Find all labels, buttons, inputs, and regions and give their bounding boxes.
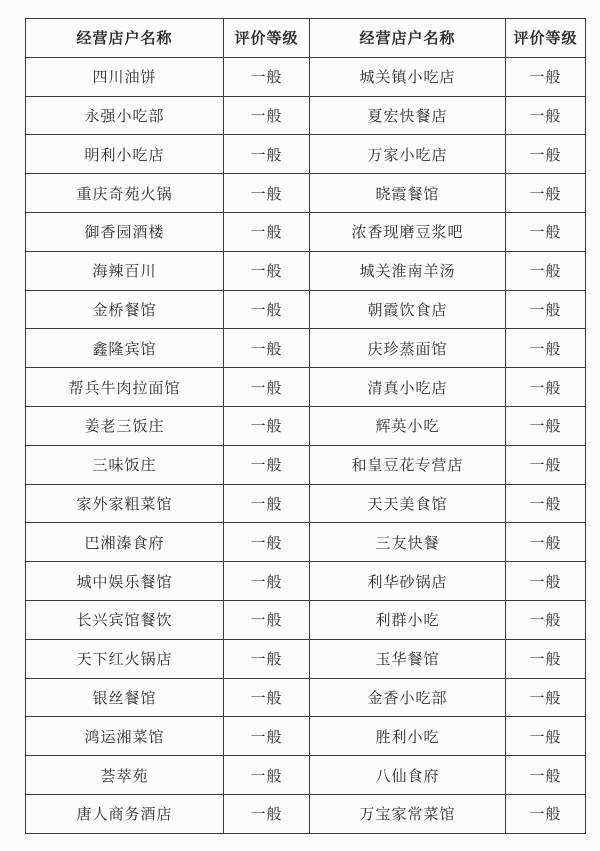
shop-name-right-cell: 庆珍蒸面馆: [310, 329, 506, 368]
rating-right-cell: 一般: [506, 212, 586, 251]
table-row: [26, 135, 586, 174]
shop-name-right-cell: 浓香现磨豆浆吧: [310, 212, 506, 251]
table-row: [26, 212, 586, 251]
shop-name-left-cell: 鸿运湘菜馆: [26, 717, 224, 756]
shop-name-left-cell: 天下红火锅店: [26, 639, 224, 678]
table-row: [26, 368, 586, 407]
rating-left-cell: 一般: [224, 639, 310, 678]
shop-name-right-cell: 利群小吃: [310, 600, 506, 639]
shop-name-right-cell: 玉华餐馆: [310, 639, 506, 678]
shop-name-right-cell: 利华砂锅店: [310, 562, 506, 601]
shop-name-left-cell: 御香园酒楼: [26, 212, 224, 251]
rating-right-cell: 一般: [506, 329, 586, 368]
table-row: [26, 756, 586, 795]
rating-right-cell: 一般: [506, 135, 586, 174]
rating-right-cell: 一般: [506, 756, 586, 795]
rating-right-cell: 一般: [506, 368, 586, 407]
rating-right-cell: 一般: [506, 251, 586, 290]
shop-name-left-cell: 荟萃苑: [26, 756, 224, 795]
table-row: [26, 600, 586, 639]
rating-left-cell: 一般: [224, 445, 310, 484]
table-row: [26, 174, 586, 213]
table-row: [26, 484, 586, 523]
table-row: [26, 406, 586, 445]
rating-right-cell: 一般: [506, 406, 586, 445]
table-header: [26, 19, 586, 58]
shop-name-left-cell: 鑫隆宾馆: [26, 329, 224, 368]
shop-name-left-cell: 姜老三饭庄: [26, 406, 224, 445]
shop-name-right-cell: 三友快餐: [310, 523, 506, 562]
rating-left-cell: 一般: [224, 290, 310, 329]
shop-name-right-cell: 辉英小吃: [310, 406, 506, 445]
header-shop-name-left: 经营店户名称: [26, 19, 224, 58]
rating-right-cell: 一般: [506, 794, 586, 833]
rating-left-cell: 一般: [224, 212, 310, 251]
table-row: [26, 96, 586, 135]
rating-right-cell: 一般: [506, 600, 586, 639]
shop-name-right-cell: 天天美食馆: [310, 484, 506, 523]
rating-left-cell: 一般: [224, 368, 310, 407]
rating-left-cell: 一般: [224, 600, 310, 639]
rating-left-cell: 一般: [224, 57, 310, 96]
rating-left-cell: 一般: [224, 174, 310, 213]
shop-name-left-cell: 金桥餐馆: [26, 290, 224, 329]
shop-name-right-cell: 万宝家常菜馆: [310, 794, 506, 833]
header-shop-name-right: 经营店户名称: [310, 19, 506, 58]
table-row: [26, 562, 586, 601]
rating-right-cell: 一般: [506, 523, 586, 562]
shop-name-left-cell: 帮兵牛肉拉面馆: [26, 368, 224, 407]
shop-name-left-cell: 家外家粗菜馆: [26, 484, 224, 523]
rating-right-cell: 一般: [506, 445, 586, 484]
shop-name-left-cell: 永强小吃部: [26, 96, 224, 135]
shop-name-left-cell: 城中娱乐餐馆: [26, 562, 224, 601]
shop-name-left-cell: 三味饭庄: [26, 445, 224, 484]
shop-name-left-cell: 长兴宾馆餐饮: [26, 600, 224, 639]
header-rating-right: 评价等级: [506, 19, 586, 58]
rating-left-cell: 一般: [224, 406, 310, 445]
rating-left-cell: 一般: [224, 523, 310, 562]
table-row: [26, 445, 586, 484]
rating-right-cell: 一般: [506, 57, 586, 96]
rating-left-cell: 一般: [224, 251, 310, 290]
rating-right-cell: 一般: [506, 678, 586, 717]
table-row: [26, 717, 586, 756]
shop-name-right-cell: 城关淮南羊汤: [310, 251, 506, 290]
rating-right-cell: 一般: [506, 562, 586, 601]
shop-name-right-cell: 金香小吃部: [310, 678, 506, 717]
rating-right-cell: 一般: [506, 717, 586, 756]
table-row: [26, 523, 586, 562]
rating-left-cell: 一般: [224, 135, 310, 174]
rating-right-cell: 一般: [506, 174, 586, 213]
shop-name-left-cell: 海辣百川: [26, 251, 224, 290]
shop-name-right-cell: 朝霞饮食店: [310, 290, 506, 329]
rating-left-cell: 一般: [224, 96, 310, 135]
shop-name-left-cell: 银丝餐馆: [26, 678, 224, 717]
shop-name-left-cell: 巴湘溱食府: [26, 523, 224, 562]
header-row: [26, 19, 586, 58]
table-row: [26, 251, 586, 290]
header-rating-left: 评价等级: [224, 19, 310, 58]
table-row: [26, 639, 586, 678]
rating-left-cell: 一般: [224, 562, 310, 601]
rating-right-cell: 一般: [506, 290, 586, 329]
rating-left-cell: 一般: [224, 678, 310, 717]
rating-right-cell: 一般: [506, 484, 586, 523]
shop-name-right-cell: 万家小吃店: [310, 135, 506, 174]
shop-name-left-cell: 唐人商务酒店: [26, 794, 224, 833]
shop-name-left-cell: 明利小吃店: [26, 135, 224, 174]
table-row: [26, 794, 586, 833]
shop-name-right-cell: 清真小吃店: [310, 368, 506, 407]
table-body: [26, 57, 586, 833]
table-row: [26, 678, 586, 717]
table-row: [26, 329, 586, 368]
rating-left-cell: 一般: [224, 329, 310, 368]
shop-name-right-cell: 胜利小吃: [310, 717, 506, 756]
rating-left-cell: 一般: [224, 794, 310, 833]
rating-right-cell: 一般: [506, 96, 586, 135]
shop-name-right-cell: 晓霞餐馆: [310, 174, 506, 213]
table-row: [26, 290, 586, 329]
shop-name-right-cell: 八仙食府: [310, 756, 506, 795]
rating-right-cell: 一般: [506, 639, 586, 678]
rating-table: [25, 18, 586, 834]
shop-name-right-cell: 夏宏快餐店: [310, 96, 506, 135]
shop-name-right-cell: 城关镇小吃店: [310, 57, 506, 96]
rating-left-cell: 一般: [224, 717, 310, 756]
rating-left-cell: 一般: [224, 756, 310, 795]
shop-name-right-cell: 和皇豆花专营店: [310, 445, 506, 484]
shop-name-left-cell: 四川油饼: [26, 57, 224, 96]
rating-left-cell: 一般: [224, 484, 310, 523]
table-row: [26, 57, 586, 96]
shop-name-left-cell: 重庆奇苑火锅: [26, 174, 224, 213]
